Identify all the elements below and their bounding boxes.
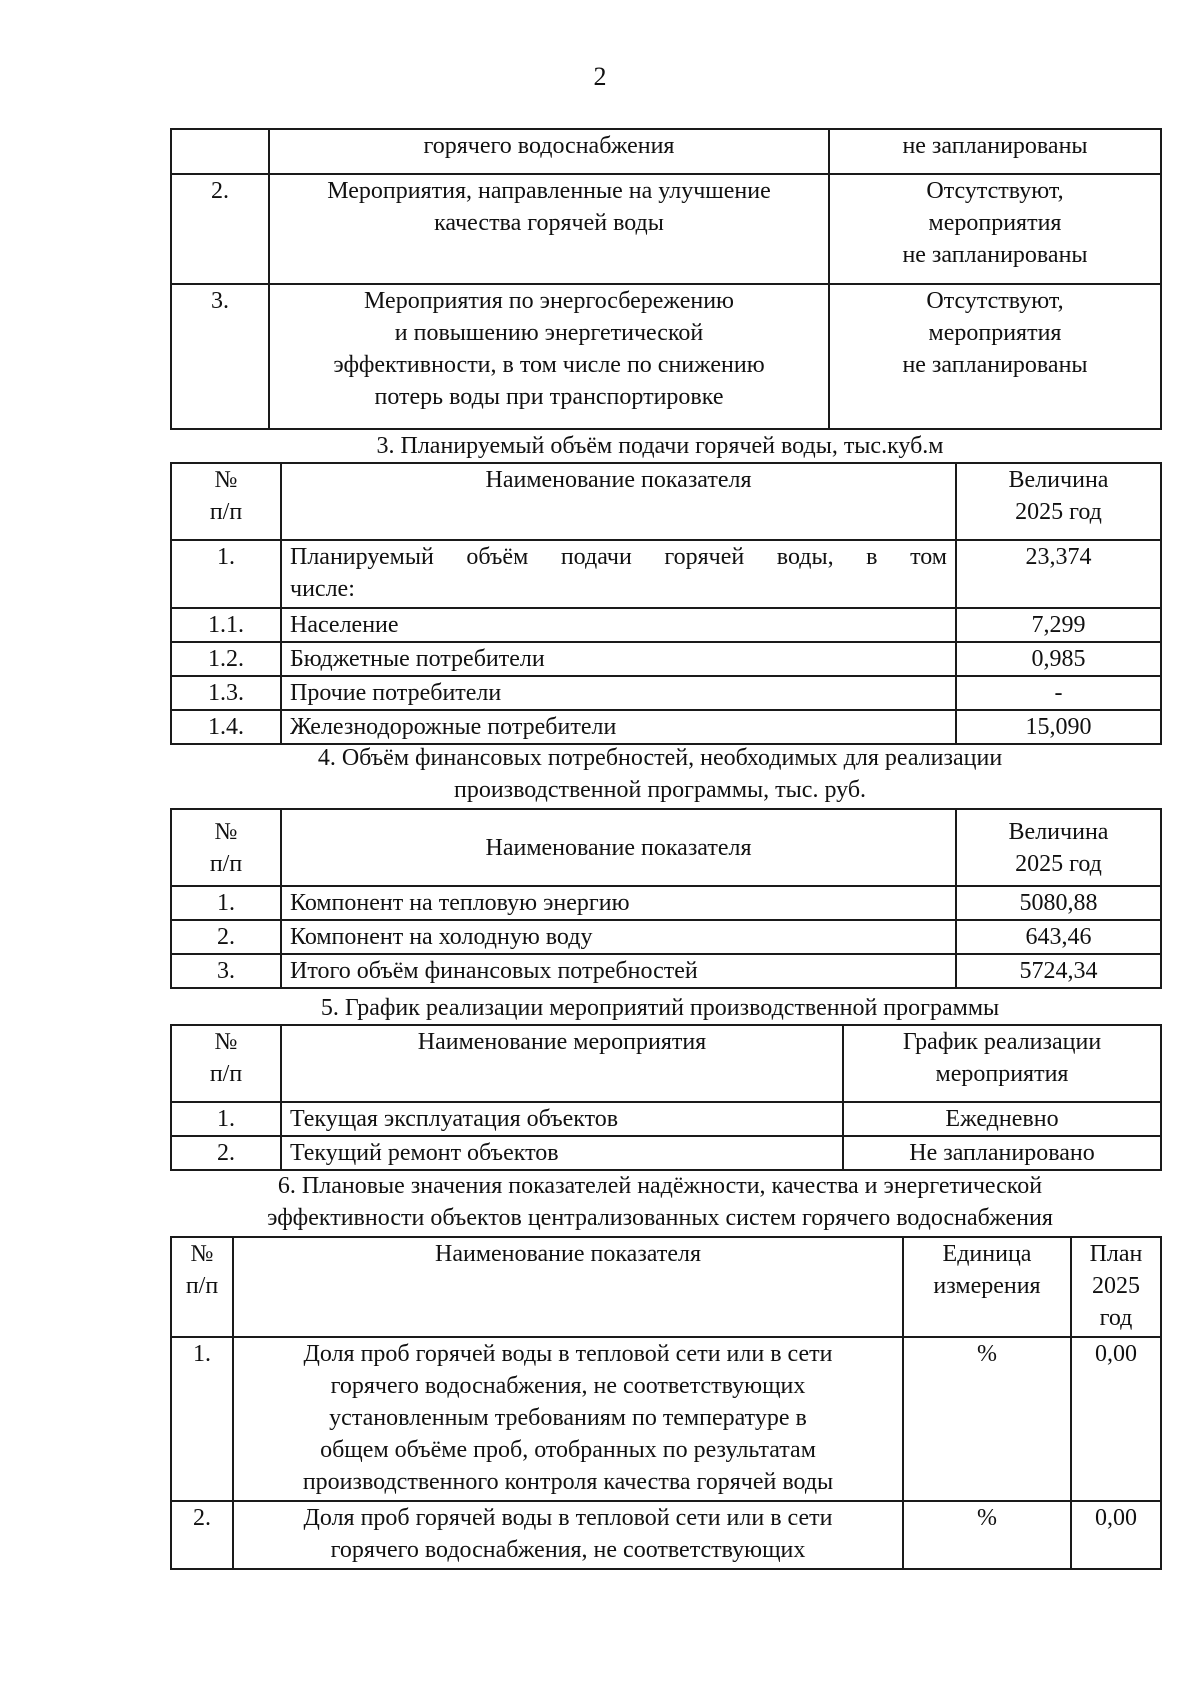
table-header-row [171, 1025, 1161, 1102]
column-header-schedule [843, 1025, 1161, 1102]
text-line: мероприятия [928, 320, 1062, 346]
text-line: № [190, 1241, 214, 1267]
column-header-number [171, 1237, 233, 1337]
text-line: измерения [933, 1273, 1041, 1299]
row-number: 1. [171, 1337, 233, 1501]
indicator-value: 5080,88 [956, 886, 1161, 920]
text-line: эффективности, в том числе по снижению [333, 352, 765, 378]
text-line: горячего водоснабжения, не соответствующих [330, 1537, 806, 1563]
measure-status [829, 174, 1161, 284]
row-number: 3. [171, 284, 269, 429]
column-header-number [171, 1025, 281, 1102]
table-row [171, 608, 1161, 642]
text-line: График реализации [902, 1029, 1102, 1055]
text-line: № [214, 1029, 238, 1055]
table-header-row [171, 1237, 1161, 1337]
text-line: производственного контроля качества горячей воды [302, 1469, 834, 1495]
measure-status: не запланированы [829, 129, 1161, 174]
text-line: План [1089, 1241, 1143, 1267]
indicator-value: 0,985 [956, 642, 1161, 676]
indicator-name: Железнодорожные потребители [281, 710, 956, 744]
table-row [171, 676, 1161, 710]
section-6-title [160, 1170, 1160, 1234]
column-header-value [956, 809, 1161, 886]
indicator-name: Итого объём финансовых потребностей [281, 954, 956, 988]
indicator-value: 5724,34 [956, 954, 1161, 988]
text-line: Отсутствуют, [926, 288, 1064, 314]
supply-volume-table [170, 462, 1162, 745]
schedule-table [170, 1024, 1162, 1171]
text-line: мероприятия [935, 1061, 1069, 1087]
text-line: общем объёме проб, отобранных по результатам [320, 1437, 816, 1463]
column-header-value [956, 463, 1161, 540]
table-row [171, 284, 1161, 429]
table-row [171, 1102, 1161, 1136]
indicator-value: - [956, 676, 1161, 710]
text-line: Планируемый объём подачи горячей воды, в том [290, 544, 947, 570]
text-line: № [214, 818, 238, 845]
indicator-value: 15,090 [956, 710, 1161, 744]
measure-status [829, 284, 1161, 429]
column-header-number [171, 809, 281, 886]
table-row [171, 710, 1161, 744]
text-line: Величина [1008, 818, 1109, 845]
column-header-name: Наименование показателя [281, 809, 956, 886]
measure-name: горячего водоснабжения [269, 129, 829, 174]
row-number: 1. [171, 540, 281, 608]
row-number: 1.1. [171, 608, 281, 642]
row-number: 2. [171, 1501, 233, 1569]
row-number [171, 129, 269, 174]
row-number: 1.2. [171, 642, 281, 676]
text-line: п/п [209, 850, 243, 877]
text-line: Доля проб горячей воды в тепловой сети или в сети [303, 1341, 833, 1367]
measure-schedule: Не запланировано [843, 1136, 1161, 1170]
text-line: производственной программы, тыс. руб. [453, 777, 867, 803]
financial-needs-table [170, 808, 1162, 989]
reliability-indicators-table [170, 1236, 1162, 1570]
text-line: потерь воды при транспортировке [374, 384, 724, 410]
column-header-name: Наименование показателя [281, 463, 956, 540]
indicator-name: Компонент на холодную воду [281, 920, 956, 954]
table-row [171, 1501, 1161, 1569]
text-line: числе: [290, 576, 355, 602]
text-line: 6. Плановые значения показателей надёжности, качества и энергетической [277, 1173, 1043, 1199]
indicator-value: 643,46 [956, 920, 1161, 954]
indicator-plan: 0,00 [1071, 1501, 1161, 1569]
indicator-value: 7,299 [956, 608, 1161, 642]
column-header-name: Наименование показателя [233, 1237, 903, 1337]
table-row [171, 129, 1161, 174]
text-line: качества горячей воды [434, 210, 664, 236]
text-line: год [1099, 1305, 1133, 1331]
text-line: и повышению энергетической [394, 320, 704, 346]
table-header-row [171, 463, 1161, 540]
section-5-title: 5. График реализации мероприятий производственной программы [320, 995, 1000, 1021]
section-4-title [160, 742, 1160, 806]
table-row [171, 954, 1161, 988]
measure-name [269, 174, 829, 284]
measure-schedule: Ежедневно [843, 1102, 1161, 1136]
text-line: эффективности объектов централизованных систем горячего водоснабжения [267, 1205, 1053, 1231]
text-line: 2025 год [1015, 850, 1102, 877]
indicator-name: Компонент на тепловую энергию [281, 886, 956, 920]
text-line: Мероприятия по энергосбережению [364, 288, 734, 314]
row-number: 1.4. [171, 710, 281, 744]
indicator-name: Бюджетные потребители [281, 642, 956, 676]
row-number: 2. [171, 1136, 281, 1170]
table-row [171, 1337, 1161, 1501]
text-line: Единица [942, 1241, 1032, 1267]
row-number: 1. [171, 1102, 281, 1136]
table-row [171, 540, 1161, 608]
row-number: 2. [171, 920, 281, 954]
section-3-title: 3. Планируемый объём подачи горячей воды, тыс.куб.м [376, 433, 944, 459]
table-row [171, 174, 1161, 284]
indicator-name [233, 1337, 903, 1501]
text-line: мероприятия [928, 210, 1062, 236]
column-header-number [171, 463, 281, 540]
text-line: не запланированы [902, 352, 1088, 378]
text-line: установленным требованиям по температуре в [329, 1405, 807, 1431]
measure-name: Текущая эксплуатация объектов [281, 1102, 843, 1136]
measure-name: Текущий ремонт объектов [281, 1136, 843, 1170]
indicator-name [281, 540, 956, 608]
row-number: 1. [171, 886, 281, 920]
text-line: горячего водоснабжения, не соответствующих [330, 1373, 806, 1399]
table-header-row [171, 809, 1161, 886]
column-header-name: Наименование мероприятия [281, 1025, 843, 1102]
text-line: п/п [209, 1061, 243, 1087]
column-header-unit [903, 1237, 1071, 1337]
text-line: п/п [209, 499, 243, 525]
text-line: Мероприятия, направленные на улучшение [327, 178, 771, 204]
table-row [171, 920, 1161, 954]
text-line: Величина [1008, 467, 1109, 493]
indicator-value: 23,374 [956, 540, 1161, 608]
row-number: 3. [171, 954, 281, 988]
indicator-name [233, 1501, 903, 1569]
row-number: 1.3. [171, 676, 281, 710]
indicator-unit: % [903, 1501, 1071, 1569]
measure-name [269, 284, 829, 429]
text-line: 2025 [1092, 1273, 1140, 1299]
indicator-name: Прочие потребители [281, 676, 956, 710]
text-line: п/п [185, 1273, 219, 1299]
text-line: 4. Объём финансовых потребностей, необходимых для реализации [317, 745, 1003, 771]
measures-table [170, 128, 1162, 430]
text-line: Доля проб горячей воды в тепловой сети или в сети [303, 1505, 833, 1531]
table-row [171, 1136, 1161, 1170]
indicator-unit: % [903, 1337, 1071, 1501]
text-line: № [214, 467, 238, 493]
indicator-plan: 0,00 [1071, 1337, 1161, 1501]
column-header-plan [1071, 1237, 1161, 1337]
table-row [171, 886, 1161, 920]
indicator-name: Население [281, 608, 956, 642]
table-row [171, 642, 1161, 676]
text-line: 2025 год [1015, 499, 1102, 525]
text-line: Отсутствуют, [926, 178, 1064, 204]
row-number: 2. [171, 174, 269, 284]
page-number: 2 [593, 62, 607, 91]
text-line: не запланированы [902, 242, 1088, 268]
